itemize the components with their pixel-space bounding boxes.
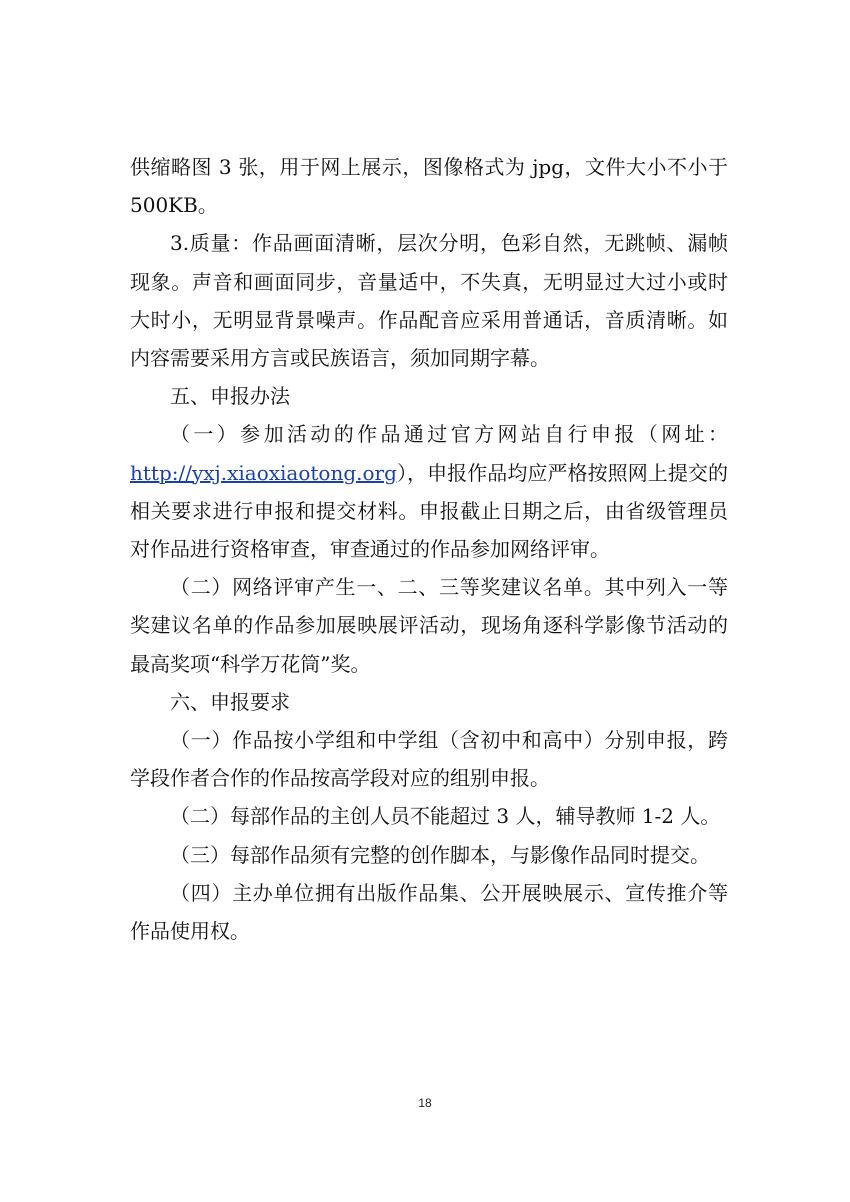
paragraph-requirement-3: （三）每部作品须有完整的创作脚本，与影像作品同时提交。 bbox=[170, 842, 710, 867]
paragraph-submission-method-2: （二）网络评审产生一、二、三等奖建议名单。其中列入一等奖建议名单的作品参加展映展评活动，现场角逐科学影像节活动的最高奖项“科学万花筒”奖。 bbox=[130, 575, 728, 676]
page-body bbox=[130, 148, 728, 950]
heading-section-5: 五、申报办法 bbox=[170, 384, 290, 409]
paragraph-requirement-2: （二）每部作品的主创人员不能超过 3 人，辅导教师 1-2 人。 bbox=[170, 804, 721, 829]
paragraph-text: ），申报作品均应严格按照网上提交的相关要求进行申报和提交材料。申报截止日期之后，由省级管理员对作品进行资格审查，审查通过的作品参加网络评审。 bbox=[130, 460, 728, 562]
page-number: 18 bbox=[418, 1096, 432, 1110]
paragraph-thumbnail-requirement: 供缩略图 3 张，用于网上展示，图像格式为 jpg，文件大小不小于500KB。 bbox=[130, 155, 728, 218]
official-site-link[interactable]: http://yxj.xiaoxiaotong.org bbox=[130, 460, 397, 485]
paragraph-quality: 3.质量：作品画面清晰，层次分明，色彩自然，无跳帧、漏帧现象。声音和画面同步，音量适中，不失真，无明显过大过小或时大时小，无明显背景噪声。作品配音应采用普通话，音质清晰。如内容需要采用方言或民族语言，须加同期字幕。 bbox=[130, 231, 728, 371]
paragraph-requirement-1: （一）作品按小学组和中学组（含初中和高中）分别申报，跨学段作者合作的作品按高学段对应的组别申报。 bbox=[130, 728, 728, 791]
paragraph-submission-method-1 bbox=[130, 415, 728, 568]
paragraph-requirement-4: （四）主办单位拥有出版作品集、公开展映展示、宣传推介等作品使用权。 bbox=[130, 880, 728, 944]
heading-section-6: 六、申报要求 bbox=[170, 689, 290, 714]
paragraph-text: （一）参加活动的作品通过官方网站自行申报（网址： bbox=[170, 422, 728, 447]
